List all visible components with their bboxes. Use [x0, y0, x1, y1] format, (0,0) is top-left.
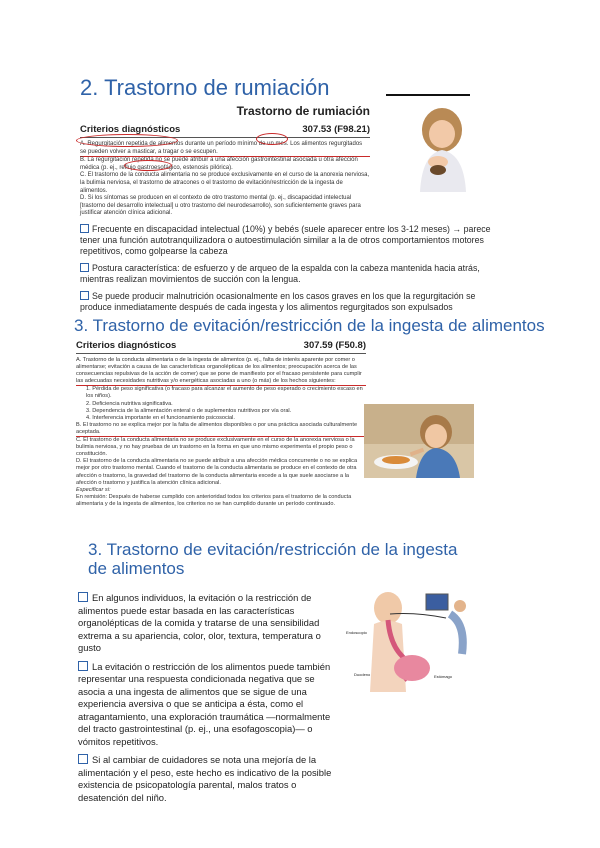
criterion-d: D. Si los síntomas se producen en el contexto de otro trastorno mental (p. ej., discapacidad intelectual [trastorno del desarrollo intelectual] u otro trastorno del neurodesarrollo), son suficientemente graves para justificar atención clínica adicional. — [80, 195, 361, 217]
checkbox-bullet-icon — [78, 592, 88, 602]
criterion-b: B. El trastorno no se explica mejor por la falta de alimentos disponibles o por una práctica asociada culturalmente aceptada. — [76, 422, 366, 437]
section3-title-line1: 3. Trastorno de evitación/restricción de la ingesta — [88, 540, 458, 559]
section3-title — [88, 540, 457, 578]
rumination-bullet: Postura característica: de esfuerzo y de arqueo de la espalda con la cabeza mantenida hacia atrás, mientras realizan movimientos de succión con la lengua. — [80, 263, 480, 284]
rumination-criteria-card — [80, 104, 370, 218]
annotation-circle — [256, 133, 288, 145]
remission-note: En remisión: Después de haberse cumplido con anterioridad todos los criterios para el trastorno de la conducta alimentaria y de la ingesta de alimentos, los criterios no se han cumplido durante un período continuado. — [76, 493, 352, 507]
criterion-a3: 3. Dependencia de la alimentación enteral o de suplementos nutritivos por vía oral. — [86, 407, 292, 414]
child-vomiting-photo — [402, 100, 480, 192]
arfid-criteria-card — [76, 340, 366, 508]
arfid-bullet: En algunos individuos, la evitación o la restricción de alimentos puede estar basada en las características organolépticas de la comida y tratarse de una sensibilidad extrema a su apariencia, color, olor, textura, temperatura o gusto — [78, 592, 321, 653]
annotation-circle — [76, 134, 178, 147]
checkbox-bullet-icon — [78, 661, 88, 671]
rumination-bullet: Frecuente en discapacidad intelectual (10%) y bebés (suele aparecer entre los 3-12 meses) → parece tener una función autotranquilizadora o autoestimulación similar a la de otros comportamientos motores repetitivos, como golpearse la cabeza — [80, 224, 491, 256]
criterion-a1: 1. Pérdida de peso significativa (o fracaso para alcanzar el aumento de peso esperado o crecimiento escaso en los niños). — [86, 386, 363, 400]
endoscopy-diagram — [346, 584, 480, 692]
dsm-code: 307.59 (F50.8) — [303, 340, 366, 351]
diagram-label: Endoscopio — [346, 630, 367, 635]
section2-title: 3. Trastorno de evitación/restricción de la ingesta de alimentos — [74, 316, 545, 335]
criterion-a: A. Regurgitación repetida de alimentos durante un período mínimo de un mes. Los alimentos regurgitados se pueden volver a masticar, a tragar o se escupen. — [80, 141, 370, 157]
diagram-label: Duodeno — [354, 672, 371, 677]
title-rule — [386, 94, 470, 96]
section1-title: 2. Trastorno de rumiación — [80, 75, 330, 100]
checkbox-bullet-icon — [80, 291, 89, 300]
criterion-a4: 4. Interferencia importante en el funcionamiento psicosocial. — [86, 414, 235, 421]
specifier-label: Especificar si: — [76, 486, 111, 493]
dsm-code: 307.53 (F98.21) — [302, 124, 370, 135]
arfid-bullet: La evitación o restricción de los alimentos puede también representar una respuesta condicionada negativa que se asocia a una ingesta de alimentos que se sigue de una experiencia aversiva o que se anticipa a ésta, como el atragantamiento, una exploración traumática —normalmente del tracto gastrointestinal (p. ej., una esofagoscopia)— o vómitos repetitivos. — [78, 660, 331, 747]
checkbox-bullet-icon — [80, 224, 89, 233]
checkbox-bullet-icon — [78, 754, 88, 764]
child-refusing-food-photo — [364, 404, 474, 478]
criterion-c: C. El trastorno de la conducta alimentaria no se produce exclusivamente en el curso de la anorexia nerviosa o la bulimia nerviosa, y no hay pruebas de un trastorno en la forma en que uno mismo experimenta el propio peso o constitución. — [76, 437, 355, 458]
section3-title-line2: de alimentos — [88, 559, 185, 578]
diagram-label: Estómago — [434, 674, 453, 679]
criterion-c: C. El trastorno de la conducta alimentaria no se produce exclusivamente en el curso de la anorexia nerviosa, la bulimia nerviosa, el trastorno de atracones o el trastorno de evitación/restricción de la ingesta de alimentos. — [80, 172, 370, 194]
rumination-bullet: Se puede producir malnutrición ocasionalmente en los casos graves en los que la regurgitación se produce inmediatamente después de cada ingesta y los alimentos regurgitados son expulsados — [80, 291, 476, 312]
criterion-b: B. La regurgitación repetida no se puede atribuir a una afección gastrointestinal asociada u otra afección médica (p. ej., reflujo gastroesofágico, estenosis pilórica). — [80, 157, 358, 171]
criteria-heading: Criterios diagnósticos — [76, 340, 177, 351]
card-title: Trastorno de rumiación — [236, 104, 370, 118]
criterion-d: D. El trastorno de la conducta alimentaria no se puede atribuir a una afección médica concurrente o no se explica mejor por otro trastorno mental. Cuando el trastorno de la conducta alimentaria se produce en el contexto de otra afección o trastorno, la gravedad del trastorno de la conducta alimentaria excede a la que suele asociarse a la afección o trastorno y justifica la atención clínica adicional. — [76, 458, 358, 486]
arfid-bullet: Si al cambiar de cuidadores se nota una mejoría de la alimentación y el peso, este hecho es indicativo de la posible existencia de psicopatología parental, malos tratos o desatención del niño. — [78, 754, 332, 803]
annotation-circle — [124, 160, 172, 171]
criterion-a: A. Trastorno de la conducta alimentaria o de la ingesta de alimentos (p. ej., falta de interés aparente por comer o alimentarse; evitación a causa de las características organolépticas de los alimentos; preocupación acerca de las consecuencias repulsivas de la acción de comer) que se pone de manifiesto por el fracaso persistente para cumplir las adecuadas necesidades nutritivas y/o energéticas asociadas a uno (o más) de los hechos siguientes: — [76, 357, 366, 386]
criteria-heading: Criterios diagnósticos — [80, 124, 181, 135]
checkbox-bullet-icon — [80, 263, 89, 272]
criterion-a2: 2. Deficiencia nutritiva significativa. — [86, 400, 173, 407]
